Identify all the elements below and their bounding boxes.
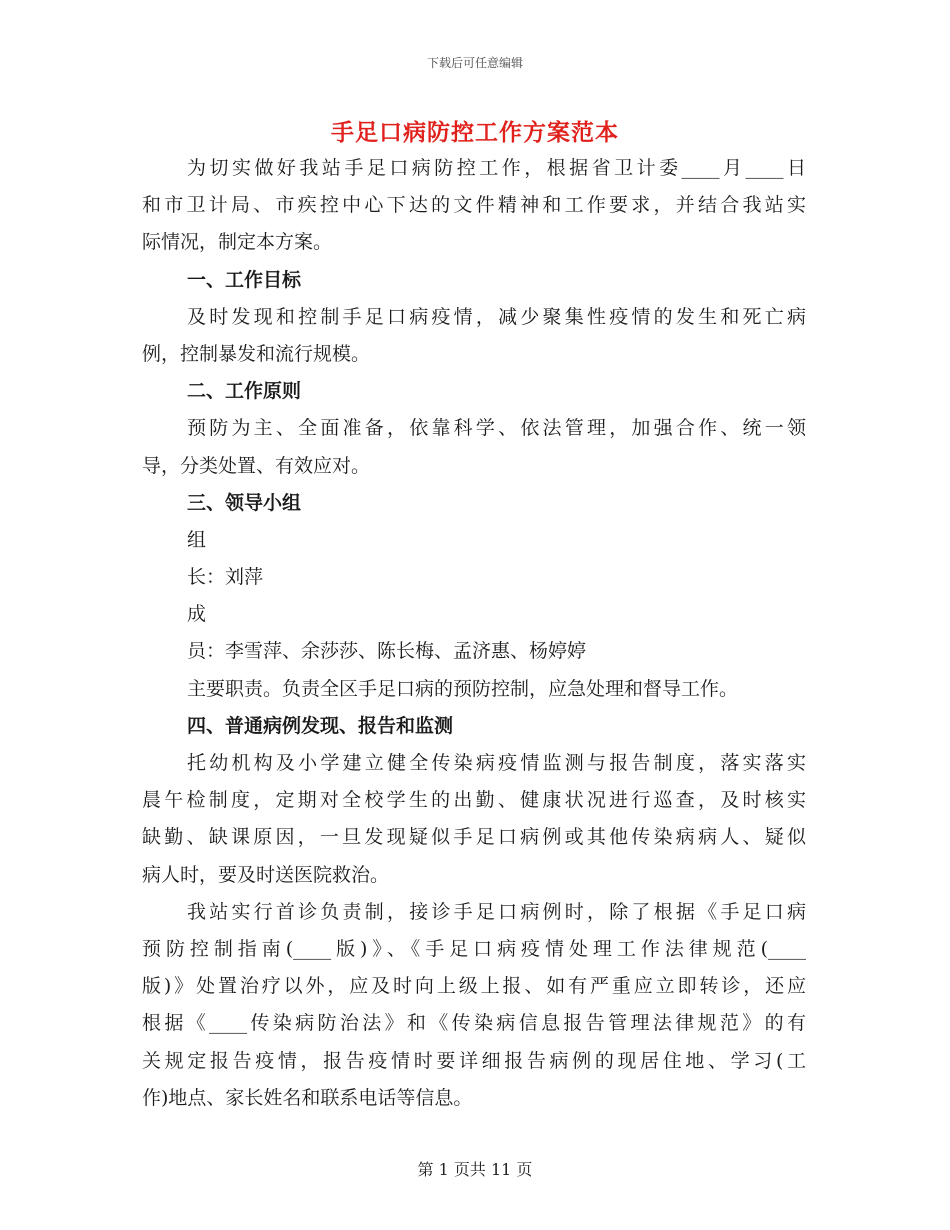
section-heading: 三、领导小组 [187,491,302,514]
paragraph-line: 病人时，要及时送医院救治。 [142,863,390,886]
paragraph-line: 我站实行首诊负责制，接诊手足口病例时，除了根据《手足口病 [187,900,806,923]
document-title: 手足口病防控工作方案范本 [331,119,619,146]
paragraph-line: 主要职责。负责全区手足口病的预防控制，应急处理和督导工作。 [187,677,739,700]
paragraph-line: 预防为主、全面准备，依靠科学、依法管理，加强合作、统一领 [187,417,806,440]
paragraph-line: 及时发现和控制手足口病疫情，减少聚集性疫情的发生和死亡病 [187,305,806,328]
section-heading: 一、工作目标 [187,268,302,291]
paragraph-line: 根据《____传染病防治法》和《传染病信息报告管理法律规范》的有 [142,1012,806,1035]
paragraph-line: 际情况，制定本方案。 [142,231,333,254]
paragraph-line: 和市卫计局、市疾控中心下达的文件精神和工作要求，并结合我站实 [142,194,806,217]
paragraph-line: 为切实做好我站手足口病防控工作，根据省卫计委____月____日 [187,157,806,179]
paragraph-line: 员：李雪萍、余莎莎、陈长梅、孟济惠、杨婷婷 [187,640,587,663]
paragraph-line: 预防控制指南(____版)》、《手足口病疫情处理工作法律规范(____ [142,937,806,960]
paragraph-line: 晨午检制度，定期对全校学生的出勤、健康状况进行巡查，及时核实 [142,789,806,812]
paragraph-line: 组 [187,528,207,551]
paragraph-line: 作)地点、家长姓名和联系电话等信息。 [142,1086,473,1109]
section-heading: 二、工作原则 [187,380,302,403]
page-footer: 第 1 页共 11 页 [417,1160,533,1179]
section-heading: 四、普通病例发现、报告和监测 [187,714,454,737]
document-body [142,150,806,1117]
paragraph-line: 版)》处置治疗以外，应及时向上级上报、如有严重应立即转诊，还应 [142,975,806,998]
header-note: 下载后可任意编辑 [426,56,523,70]
paragraph-line: 长：刘萍 [187,566,264,589]
paragraph-line: 关规定报告疫情，报告疫情时要详细报告病例的现居住地、学习(工 [142,1049,806,1072]
paragraph-line: 成 [187,603,207,626]
paragraph-line: 缺勤、缺课原因，一旦发现疑似手足口病例或其他传染病病人、疑似 [142,826,806,849]
paragraph-line: 例，控制暴发和流行规模。 [142,342,371,365]
paragraph-line: 托幼机构及小学建立健全传染病疫情监测与报告制度，落实落实 [187,752,806,774]
paragraph-line: 导，分类处置、有效应对。 [142,454,371,477]
